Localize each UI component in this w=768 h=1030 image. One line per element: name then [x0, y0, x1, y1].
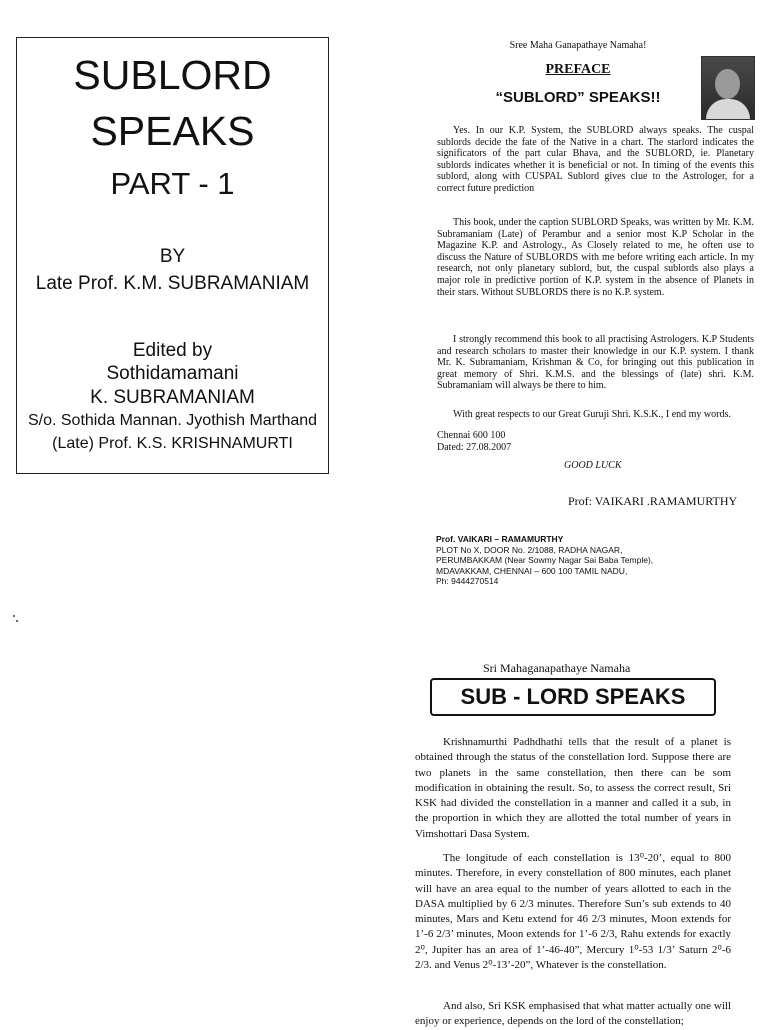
preface-place: Chennai 600 100 [437, 430, 506, 441]
editor-name: K. SUBRAMANIAM [90, 387, 255, 408]
address-line: MDAVAKKAM, CHENNAI – 600 100 TAMIL NADU, [436, 565, 628, 576]
address-block [436, 534, 653, 587]
preface-invocation: Sree Maha Ganapathaye Namaha! [509, 40, 647, 51]
editor-father: (Late) Prof. K.S. KRISHNAMURTI [52, 435, 293, 452]
chapter-invocation: Sri Mahaganapathaye Namaha [483, 661, 631, 675]
title-line-2: SPEAKS [90, 108, 255, 154]
address-line: Prof. VAIKARI – RAMAMURTHY [436, 534, 564, 544]
title-page-box [16, 37, 329, 474]
photo-face [715, 69, 740, 99]
title-line-1: SUBLORD [73, 52, 272, 98]
chapter-title: SUB - LORD SPEAKS [430, 678, 716, 716]
editor-relation: S/o. Sothida Mannan. Jyothish Marthand [27, 412, 318, 429]
preface-paragraph-2: This book, under the caption SUBLORD Speaks, was written by Mr. K.M. Subramaniam (Late) of Perambur and a senior most K.P Scholar in the Magazine K.P. and Astrology., As Closely related to me, he often use to discuss the Nature of SUBLORDS with me before writing each article. In my research, not only planetary sublord, but, the cuspal sublords also plays a major role in predictive portion of K.P. system in the absence of Planets in their stars. Without SUBLORDS there is no K.P. system. [437, 217, 754, 298]
preface-paragraph-1: Yes. In our K.P. System, the SUBLORD always speaks. The cuspal sublords decide the fate of the Native in a chart. The starlord indicates the significators of the part cular Bhava, and the SUBLORD, ie. Planetary sublords indicates whether it is beneficial or not. In timing of the events this sublord, along with CUSPAL Sublord gives clue to the Astrologer, for a correct future prediction [437, 125, 754, 194]
chapter-paragraph-2: The longitude of each constellation is 13⁰-20’, equal to 800 minutes. Therefore, in every constellation of 800 minutes, each planet will have an area equal to the number of years allotted to each in the DASA multiplied by 6 2/3 minutes. Therefore Sun’s sub extends to 40 minutes, Mars and Ketu extend for 46 2/3 minutes, Moon extends for 1’-6 2/3’ minutes, Moon extends for 1’-6 2/3, Rahu extends for exactly 2⁰, Jupiter has an area of 1’-46-40”, Mercury 1⁰-53 1/3’ Saturn 2⁰-6 2/3. and Venus 2⁰-13’-20”, Whatever is the constellation. [415, 852, 731, 972]
preface-signatory: Prof: VAIKARI .RAMAMURTHY [568, 494, 738, 508]
preface-heading: PREFACE [545, 62, 611, 77]
chapter-paragraph-3: And also, Sri KSK emphasised that what matter actually one will enjoy or experience, depends on the lord of the constellation; [415, 1000, 731, 1028]
editor-title: Sothidamamani [106, 363, 239, 384]
address-line: PERUMBAKKAM (Near Sowmy Nagar Sai Baba Temple), [436, 555, 654, 565]
preface-closing: GOOD LUCK [564, 460, 622, 471]
scan-speck [16, 620, 18, 622]
edited-by-label: Edited by [132, 340, 213, 361]
author-name: Late Prof. K.M. SUBRAMANIAM [35, 273, 310, 294]
author-photo [701, 56, 755, 120]
address-line: Ph: 9444270514 [436, 576, 499, 586]
part-label: PART - 1 [110, 166, 235, 201]
preface-paragraph-4: With great respects to our Great Guruji Shri. K.S.K., I end my words. [453, 409, 731, 420]
photo-shoulders [706, 99, 750, 120]
preface-date: Dated: 27.08.2007 [437, 442, 512, 453]
address-line: PLOT No X, DOOR No. 2/1088, RADHA NAGAR, [436, 544, 623, 555]
preface-paragraph-3: I strongly recommend this book to all practising Astrologers. K.P Students and research scholars to master their knowledge in our K.P. system. I thank Mr. K. Subramaniam, Krishman & Co, for bringing out this publication in great memory of Shri. K.M.S. and the blessings of (late) shri. K.M. Subramaniam will always be there to him. [437, 334, 754, 392]
preface-title: “SUBLORD” SPEAKS!! [495, 89, 661, 106]
scan-speck [13, 615, 15, 617]
chapter-paragraph-1: Krishnamurthi Padhdhathi tells that the result of a planet is obtained through the status of the constellation lord. Suppose there are two planets in the same constellation, then there can be som modification in obtaining the result. So, to assess the correct result, Sri KSK had divided the constellation in a manner and called it a sub, in the proportion in which they are allotted the total number of years in Vimshottari Dasa System. [415, 736, 731, 840]
by-label: BY [159, 246, 186, 267]
